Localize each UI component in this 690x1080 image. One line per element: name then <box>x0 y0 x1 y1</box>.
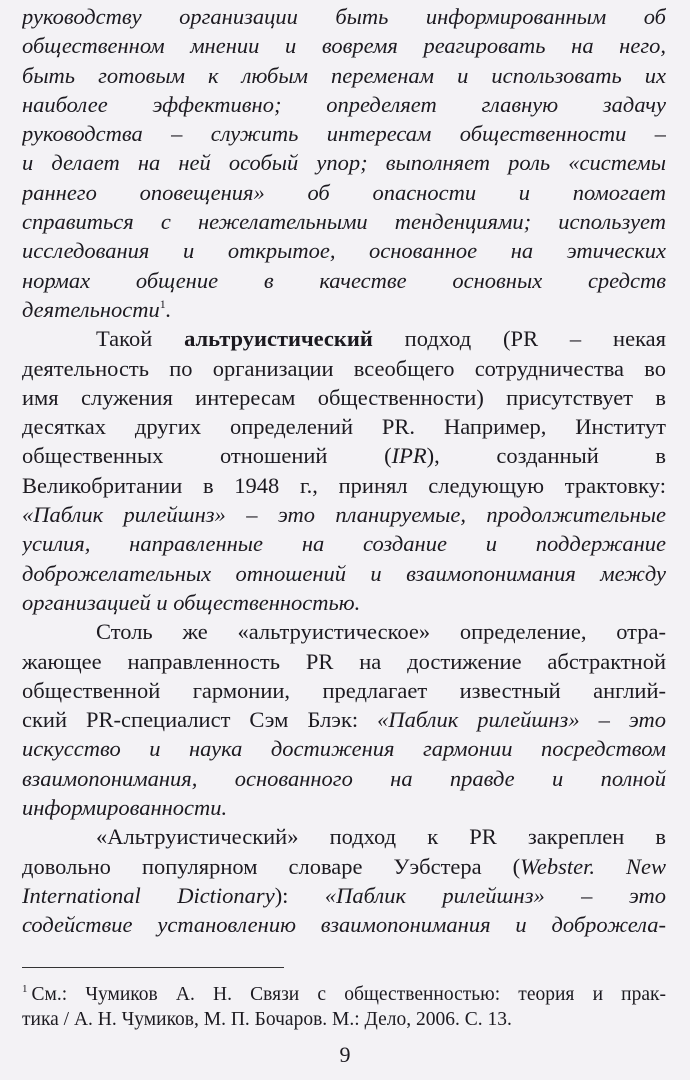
text-line: общественном мнении и вовремя реагировать на него, <box>22 33 666 59</box>
italic-abbr: IPR <box>391 443 427 469</box>
text-line: жающее направленность PR на достижение абстрактной <box>22 648 666 674</box>
text-line: доброжелательных отношений и взаимопонимания между <box>22 560 666 586</box>
text-span: ский PR-специалист Сэм Блэк: <box>22 707 378 733</box>
text-span: Такой <box>96 326 153 352</box>
text-line: руководству организации быть информированным об <box>22 4 666 29</box>
text-line <box>22 881 666 910</box>
text-line: информированности. <box>22 795 228 821</box>
footnote-text: См.: Чумиков А. Н. Связи с общественностью: теория и прак- <box>31 984 666 1005</box>
text-line: содействие установлению взаимопонимания и доброжела- <box>22 912 666 938</box>
text-line: общественной гармонии, предлагает известный англий- <box>22 677 666 703</box>
text-line: организацией и общественностью. <box>22 589 361 615</box>
text-line: исследования и открытое, основанное на этических <box>22 238 666 264</box>
text-line: Великобритании в 1948 г., принял следующую трактовку: <box>22 472 666 498</box>
text-line: имя служения интересам общественности) присутствует в <box>22 384 666 410</box>
text-span: подход (PR – некая <box>404 326 666 352</box>
body-text <box>22 2 666 940</box>
text-line <box>22 705 666 734</box>
paragraph-first-line: Столь же «альтруистическое» определение, отра- <box>96 619 666 645</box>
footnote-reference: 1 <box>159 296 166 311</box>
text-span: . <box>165 296 172 322</box>
text-line <box>22 852 666 881</box>
text-line: искусство и наука достижения гармонии посредством <box>22 736 666 762</box>
text-line <box>22 295 666 324</box>
footnote-line: тика / А. Н. Чумиков, М. П. Бочаров. М.: Дело, 2006. С. 13. <box>22 1009 512 1030</box>
text-span: деятельности <box>22 296 160 322</box>
text-line: раннего оповещения» об опасности и помогает <box>22 179 666 205</box>
bold-term: альтруистический <box>184 326 373 352</box>
footnote-line <box>22 982 666 1007</box>
text-line: справиться с нежелательными тенденциями; использует <box>22 209 666 235</box>
text-line: десятках других определений PR. Например, Институт <box>22 414 666 440</box>
text-span: довольно популярном словаре Уэбстера ( <box>22 853 521 879</box>
text-line <box>22 441 666 470</box>
paragraph-first-line <box>22 324 666 353</box>
italic-quote: «Паблик рилейшнз» – это <box>324 882 666 908</box>
italic-title: International Dictionary <box>22 882 275 908</box>
footnote <box>22 982 666 1032</box>
italic-quote: «Паблик рилейшнз» – это <box>377 707 666 733</box>
text-span: ): <box>274 882 325 908</box>
text-line: и делает на ней особый упор; выполняет роль «системы <box>22 150 666 176</box>
text-line: руководства – служить интересам общественности – <box>22 121 666 147</box>
text-line: нормах общение в качестве основных средств <box>22 267 666 293</box>
text-line: «Паблик рилейшнз» – это планируемые, продолжительные <box>22 502 666 528</box>
page-number: 9 <box>339 1042 351 1067</box>
text-line: взаимопонимания, основанного на правде и полной <box>22 765 666 791</box>
text-line: усилия, направленные на создание и поддержание <box>22 531 666 557</box>
paragraph-first-line: «Альтруистический» подход к PR закреплен в <box>96 824 666 850</box>
text-line: быть готовым к любым переменам и использовать их <box>22 62 666 88</box>
text-span: ), созданный в <box>426 443 666 469</box>
text-span: общественных отношений ( <box>22 443 392 469</box>
text-line: деятельность по организации всеобщего сотрудничества во <box>22 355 666 381</box>
text-line: наиболее эффективно; определяет главную задачу <box>22 91 666 117</box>
footnote-marker: 1 <box>22 983 28 995</box>
italic-title: Webster. New <box>520 853 666 879</box>
footnote-divider <box>22 967 284 968</box>
